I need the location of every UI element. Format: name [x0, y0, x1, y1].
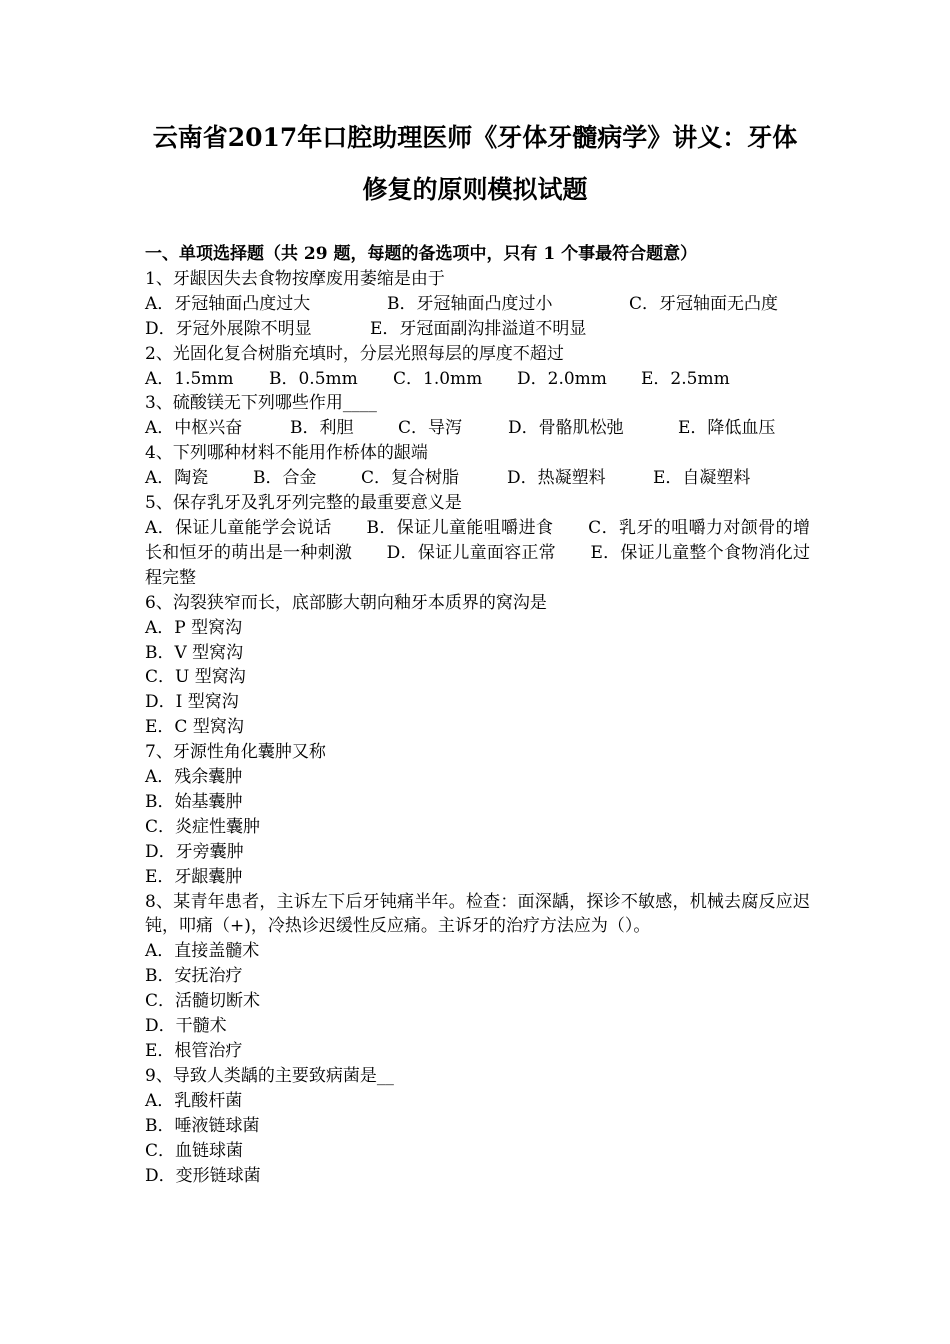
option: D．I 型窝沟: [145, 692, 239, 713]
option: B．0.5mm: [269, 368, 358, 389]
option-row: [145, 466, 810, 491]
question-stem: 9、导致人类龋的主要致病菌是__: [145, 1065, 394, 1086]
option: B．唾液链球菌: [145, 1115, 260, 1136]
question-list: [145, 242, 810, 1188]
option: A．1.5mm: [145, 368, 234, 389]
option: C．活髓切断术: [145, 991, 261, 1012]
option: E．降低血压: [678, 418, 776, 439]
option: B．牙冠轴面凸度过小: [387, 293, 553, 314]
option: C．导泻: [398, 418, 463, 439]
question-stem: 4、下列哪种材料不能用作桥体的龈端: [145, 443, 428, 464]
title-line-1: 云南省2017年口腔助理医师《牙体牙髓病学》讲义：牙体: [152, 123, 798, 152]
option: B．合金: [253, 468, 317, 489]
option: A．直接盖髓术: [145, 941, 260, 962]
option: A．陶瓷: [145, 468, 209, 489]
option: E．牙龈囊肿: [145, 866, 243, 887]
option: E．牙冠面副沟排溢道不明显: [370, 318, 587, 339]
option-paragraph: A．保证儿童能学会说话 B．保证儿童能咀嚼进食 C．乳牙的咀嚼力对颌骨的增长和恒牙的萌出是一种刺激 D．保证儿童面容正常 E．保证儿童整个食物消化过程完整: [145, 517, 810, 588]
option: A．牙冠轴面凸度过大: [145, 293, 311, 314]
option: A．残余囊肿: [145, 767, 243, 788]
option: C．1.0mm: [393, 368, 483, 389]
option: C．牙冠轴面无凸度: [629, 293, 779, 314]
question-stem: 6、沟裂狭窄而长，底部膨大朝向釉牙本质界的窝沟是: [145, 592, 547, 613]
question-stem: 2、光固化复合树脂充填时，分层光照每层的厚度不超过: [145, 343, 564, 364]
option: E．根管治疗: [145, 1041, 243, 1061]
option: D．干髓术: [145, 1016, 227, 1037]
option-row: [145, 292, 810, 317]
option: C．U 型窝沟: [145, 667, 246, 688]
option: D．热凝塑料: [507, 468, 606, 489]
option: B．利胆: [290, 418, 354, 439]
option: A．中枢兴奋: [145, 418, 243, 439]
question-stem: 8、某青年患者，主诉左下后牙钝痛半年。检查：面深龋，探诊不敏感，机械去腐反应迟钝，叩痛（+)，冷热诊迟缓性反应痛。主诉牙的治疗方法应为（）。: [145, 891, 810, 937]
option: B．V 型窝沟: [145, 642, 244, 663]
option: D．2.0mm: [517, 368, 607, 389]
option-row: [145, 317, 810, 342]
section-heading: 一、单项选择题（共 29 题，每题的备选项中，只有 1 个事最符合题意）: [145, 244, 698, 264]
question-stem: 5、保存乳牙及乳牙列完整的最重要意义是: [145, 493, 462, 514]
option: D．骨骼肌松弛: [508, 418, 624, 439]
option: E．C 型窝沟: [145, 717, 244, 738]
option: C．复合树脂: [361, 468, 460, 489]
question-stem: 7、牙源性角化囊肿又称: [145, 742, 326, 763]
option: B．安抚治疗: [145, 966, 243, 987]
option-row: [145, 367, 810, 392]
option: A．乳酸杆菌: [145, 1090, 243, 1111]
document-title: [120, 112, 830, 216]
option-row: [145, 416, 810, 441]
question-stem: 3、硫酸镁无下列哪些作用____: [145, 393, 377, 414]
title-line-2: 修复的原则模拟试题: [362, 175, 588, 204]
option: E．自凝塑料: [653, 468, 751, 489]
option: E．2.5mm: [641, 368, 730, 389]
question-stem: 1、牙龈因失去食物按摩废用萎缩是由于: [145, 268, 445, 289]
option: C．炎症性囊肿: [145, 816, 261, 837]
option: B．始基囊肿: [145, 791, 243, 812]
option: D．牙旁囊肿: [145, 841, 244, 862]
option: D．牙冠外展隙不明显: [145, 318, 312, 339]
option: A．P 型窝沟: [145, 617, 243, 638]
option: D．变形链球菌: [145, 1165, 261, 1186]
option: C．血链球菌: [145, 1140, 244, 1161]
